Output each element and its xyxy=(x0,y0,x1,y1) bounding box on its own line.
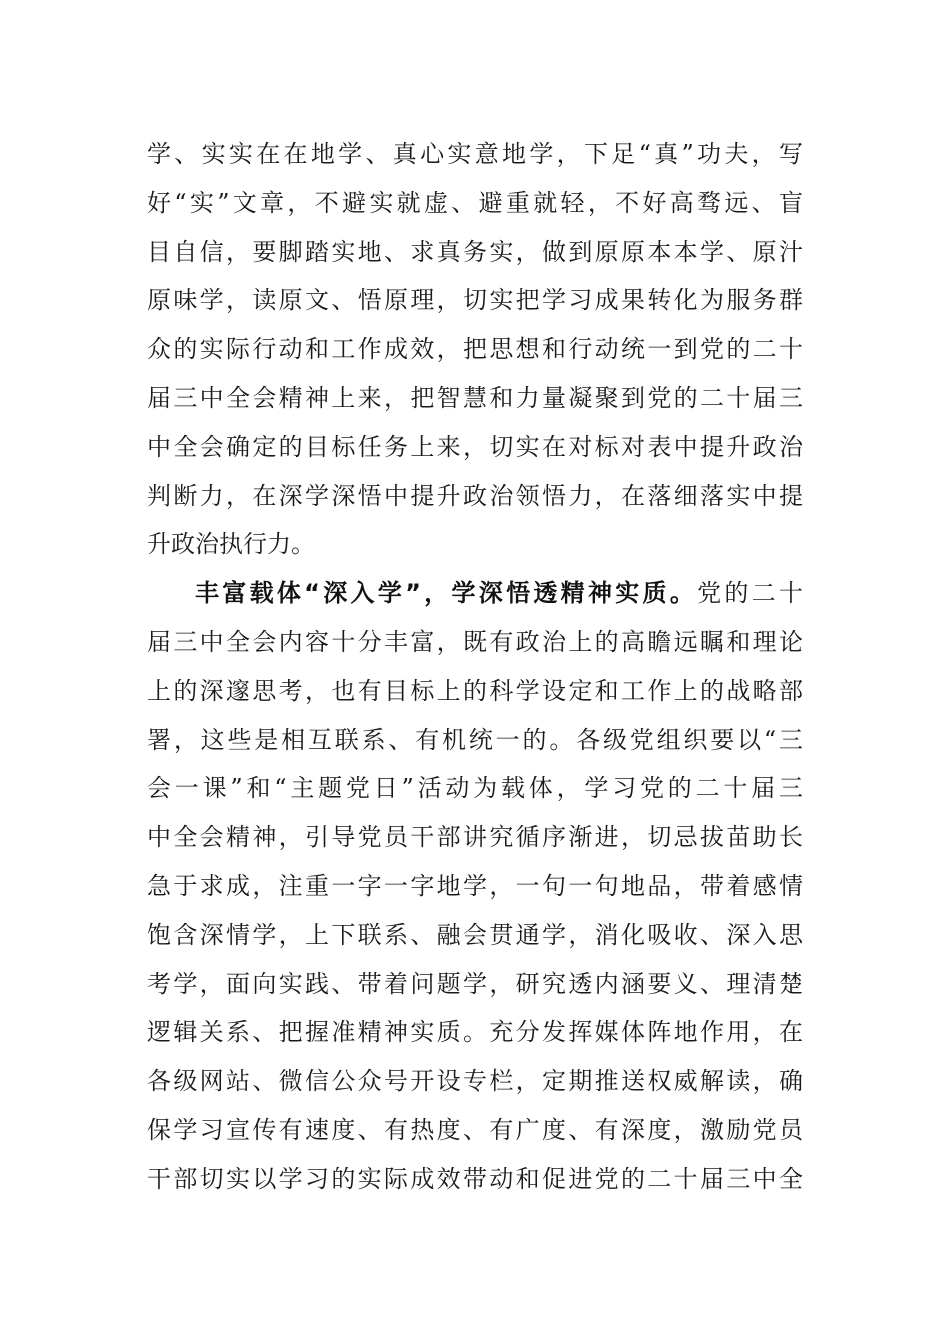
paragraph-1-line-3: 目自信，要脚踏实地、求真务实，做到原原本本学、原汁 xyxy=(147,237,803,266)
paragraph-2-line-4: 署，这些是相互联系、有机统一的。各级党组织要以“三 xyxy=(147,725,803,754)
paragraph-2-line-12: 保学习宣传有速度、有热度、有广度、有深度，激励党员 xyxy=(147,1115,803,1144)
paragraph-1-line-2: 好“实”文章，不避实就虚、避重就轻，不好高骛远、盲 xyxy=(147,188,803,217)
paragraph-1-line-5: 众的实际行动和工作成效，把思想和行动统一到党的二十 xyxy=(147,335,803,364)
paragraph-1-line-4: 原味学，读原文、悟原理，切实把学习成果转化为服务群 xyxy=(147,286,803,315)
body-text xyxy=(147,130,803,1204)
paragraph-1-line-6: 届三中全会精神上来，把智慧和力量凝聚到党的二十届三 xyxy=(147,383,803,412)
paragraph-2-line-6: 中全会精神，引导党员干部讲究循序渐进，切忌拔苗助长 xyxy=(147,823,803,852)
paragraph-2-line-10: 逻辑关系、把握准精神实质。充分发挥媒体阵地作用，在 xyxy=(147,1018,803,1047)
paragraph-2-heading: 丰富载体“深入学”，学深悟透精神实质。 xyxy=(195,579,698,608)
paragraph-2-first-line xyxy=(147,569,803,618)
paragraph-1-line-9: 升政治执行力。 xyxy=(147,530,315,559)
paragraph-2-line-9: 考学，面向实践、带着问题学，研究透内涵要义、理清楚 xyxy=(147,969,803,998)
paragraph-1-line-1: 学、实实在在地学、真心实意地学，下足“真”功夫，写 xyxy=(147,140,803,168)
paragraph-2-line-3: 上的深邃思考，也有目标上的科学设定和工作上的战略部 xyxy=(147,676,803,705)
paragraph-2-line-5: 会一课”和“主题党日”活动为载体，学习党的二十届三 xyxy=(147,774,803,803)
paragraph-2-line-13: 干部切实以学习的实际成效带动和促进党的二十届三中全 xyxy=(147,1164,803,1193)
paragraph-2-line-11: 各级网站、微信公众号开设专栏，定期推送权威解读，确 xyxy=(147,1067,803,1096)
paragraph-2-line-8: 饱含深情学，上下联系、融会贯通学，消化吸收、深入思 xyxy=(147,920,803,949)
paragraph-2-line-2: 届三中全会内容十分丰富，既有政治上的高瞻远瞩和理论 xyxy=(147,627,803,656)
paragraph-2-first-line-text: 党的二十 xyxy=(697,579,804,608)
paragraph-2-line-7: 急于求成，注重一字一字地学，一句一句地品，带着感情 xyxy=(147,871,803,900)
paragraph-1-line-7: 中全会确定的目标任务上来，切实在对标对表中提升政治 xyxy=(147,432,803,461)
paragraph-1-line-8: 判断力，在深学深悟中提升政治领悟力，在落细落实中提 xyxy=(147,481,803,510)
